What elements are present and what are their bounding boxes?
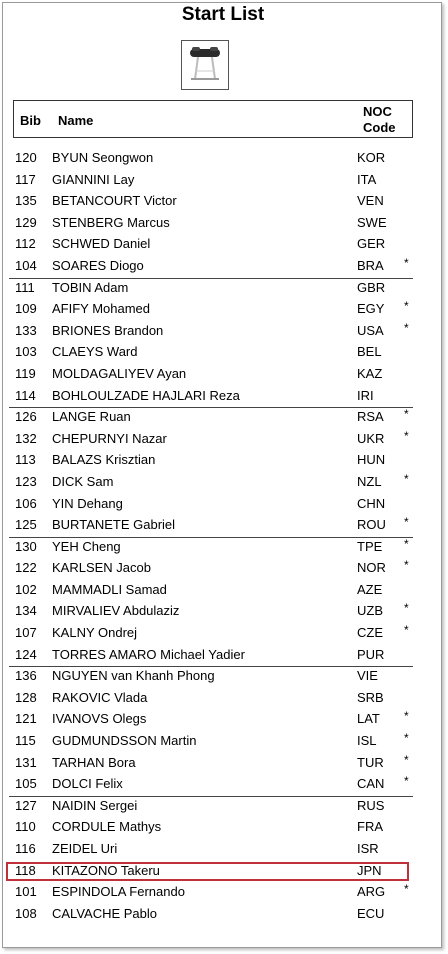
bib-cell: 120: [15, 150, 37, 165]
noc-cell: PUR: [357, 646, 385, 662]
noc-cell: GBR: [357, 279, 386, 295]
name-cell: KALNY Ondrej: [52, 625, 138, 641]
name-cell: DOLCI Felix: [52, 776, 123, 792]
mark-cell: *: [404, 299, 409, 314]
name-cell: TARHAN Bora: [52, 754, 136, 770]
name-cell: AFIFY Mohamed: [52, 301, 151, 317]
table-row: [0, 428, 448, 450]
noc-cell: VIE: [357, 668, 378, 684]
name-cell: BURTANETE Gabriel: [52, 517, 176, 533]
bib-cell: 132: [15, 430, 37, 446]
bib-cell: 119: [15, 365, 36, 381]
noc-cell: SWE: [357, 214, 387, 230]
column-header-noc: [363, 104, 396, 136]
name-cell: NGUYEN van Khanh Phong: [52, 668, 215, 684]
table-row: [0, 298, 448, 320]
bib-cell: 121: [15, 711, 37, 727]
noc-cell: IRI: [357, 387, 374, 403]
name-cell: TORRES AMARO Michael Yadier: [52, 646, 245, 662]
noc-cell: AZE: [357, 581, 383, 597]
mark-cell: *: [404, 471, 409, 486]
table-row: [0, 190, 448, 212]
noc-cell: ISR: [357, 841, 379, 856]
bib-cell: 104: [15, 257, 37, 273]
bib-cell: 107: [15, 625, 37, 641]
name-cell: ZEIDEL Uri: [52, 841, 118, 856]
table-header: [13, 100, 413, 138]
bib-cell: 117: [15, 171, 36, 187]
name-cell: GUDMUNDSSON Martin: [52, 733, 197, 749]
noc-cell: CAN: [357, 776, 385, 792]
bib-cell: 109: [15, 301, 37, 317]
bib-cell: 111: [15, 279, 35, 295]
table-row: [0, 255, 448, 277]
name-cell: CORDULE Mathys: [52, 819, 162, 835]
noc-cell: KAZ: [357, 365, 383, 381]
page-title: Start List: [181, 4, 265, 25]
table-row: [0, 212, 448, 234]
mark-cell: *: [404, 882, 409, 897]
bib-cell: 106: [15, 495, 37, 511]
table-row: [0, 600, 448, 622]
bib-cell: 134: [15, 603, 37, 619]
mark-cell: *: [404, 255, 409, 270]
highlighted-row-outline: [6, 862, 409, 881]
bib-cell: 116: [15, 841, 36, 856]
name-cell: SCHWED Daniel: [52, 236, 151, 252]
bib-cell: 123: [15, 473, 37, 489]
name-cell: TOBIN Adam: [52, 279, 129, 295]
mark-cell: *: [404, 558, 409, 573]
mark-cell: *: [404, 731, 409, 746]
start-list-table: [0, 147, 448, 924]
table-row: [0, 622, 448, 644]
noc-cell: ARG: [357, 884, 386, 900]
mark-cell: *: [404, 774, 409, 789]
bib-cell: 103: [15, 344, 37, 360]
name-cell: DICK Sam: [52, 473, 114, 489]
bib-cell: 118: [15, 862, 36, 878]
noc-cell: NOR: [357, 560, 386, 576]
table-row: [0, 579, 448, 601]
table-row: [0, 514, 448, 536]
bib-cell: 124: [15, 646, 37, 662]
name-cell: BETANCOURT Victor: [52, 193, 177, 209]
noc-cell: UKR: [357, 430, 385, 446]
bib-cell: 113: [15, 452, 36, 468]
mark-cell: *: [404, 601, 409, 616]
mark-cell: *: [404, 752, 409, 767]
bib-cell: 129: [15, 214, 37, 230]
table-row: [0, 147, 448, 169]
bib-cell: 122: [15, 560, 37, 576]
bib-cell: 130: [15, 538, 37, 554]
noc-cell: ISL: [357, 733, 377, 749]
bib-cell: 135: [15, 193, 37, 209]
noc-cell: CZE: [357, 625, 383, 641]
bib-cell: 108: [15, 905, 37, 921]
table-row: [0, 363, 448, 385]
mark-cell: *: [404, 428, 409, 443]
bib-cell: 136: [15, 668, 37, 684]
table-row: [0, 838, 448, 860]
pommel-horse-icon: [181, 40, 229, 90]
bib-cell: 133: [15, 322, 37, 338]
bib-cell: 131: [15, 754, 37, 770]
mark-cell: *: [404, 407, 409, 422]
noc-cell: BEL: [357, 344, 382, 360]
table-row: [0, 536, 448, 558]
noc-cell: JPN: [357, 862, 382, 878]
column-header-noc-line2: Code: [363, 120, 396, 135]
noc-cell: HUN: [357, 452, 386, 468]
table-row: [0, 385, 448, 407]
noc-cell: RUS: [357, 797, 385, 813]
name-cell: MOLDAGALIYEV Ayan: [52, 365, 187, 381]
bib-cell: 112: [15, 236, 36, 252]
table-row: [0, 233, 448, 255]
column-header-noc-line1: NOC: [363, 104, 392, 119]
bib-cell: 101: [15, 884, 37, 900]
name-cell: SOARES Diogo: [52, 257, 144, 273]
name-cell: LANGE Ruan: [52, 409, 131, 425]
noc-cell: ECU: [357, 905, 385, 921]
bib-cell: 127: [15, 797, 37, 813]
noc-cell: SRB: [357, 689, 384, 705]
noc-cell: RSA: [357, 409, 384, 425]
mark-cell: *: [404, 515, 409, 530]
noc-cell: NZL: [357, 473, 382, 489]
noc-cell: ROU: [357, 517, 386, 533]
bib-cell: 115: [15, 733, 36, 749]
table-row: [0, 644, 448, 666]
name-cell: CHEPURNYI Nazar: [52, 430, 167, 446]
mark-cell: *: [404, 320, 409, 335]
bib-cell: 105: [15, 776, 37, 792]
name-cell: IVANOVS Olegs: [52, 711, 147, 727]
name-cell: CLAEYS Ward: [52, 344, 138, 360]
table-row: [0, 277, 448, 299]
name-cell: YEH Cheng: [52, 538, 121, 554]
name-cell: STENBERG Marcus: [52, 214, 170, 230]
name-cell: RAKOVIC Vlada: [52, 689, 148, 705]
noc-cell: ITA: [357, 171, 377, 187]
noc-cell: EGY: [357, 301, 385, 317]
table-row: [0, 493, 448, 515]
table-row: [0, 687, 448, 709]
noc-cell: BRA: [357, 257, 384, 273]
bib-cell: 128: [15, 689, 37, 705]
bib-cell: 126: [15, 409, 37, 425]
table-row: [0, 557, 448, 579]
name-cell: BOHLOULZADE HAJLARI Reza: [52, 387, 240, 403]
noc-cell: USA: [357, 322, 384, 338]
mark-cell: *: [404, 536, 409, 551]
name-cell: MIRVALIEV Abdulaziz: [52, 603, 180, 619]
table-row: [0, 471, 448, 493]
table-row: [0, 752, 448, 774]
noc-cell: TUR: [357, 754, 384, 770]
name-cell: KITAZONO Takeru: [52, 862, 160, 878]
noc-cell: LAT: [357, 711, 380, 727]
table-row: [0, 881, 448, 903]
table-row: [0, 169, 448, 191]
name-cell: YIN Dehang: [52, 495, 123, 511]
table-row: [0, 773, 448, 795]
name-cell: BYUN Seongwon: [52, 150, 154, 165]
column-header-bib: Bib: [20, 113, 41, 128]
table-row: [0, 341, 448, 363]
table-row: [0, 449, 448, 471]
mark-cell: *: [404, 623, 409, 638]
name-cell: KARLSEN Jacob: [52, 560, 151, 576]
noc-cell: FRA: [357, 819, 383, 835]
noc-cell: KOR: [357, 150, 386, 165]
column-header-name: Name: [58, 113, 94, 128]
table-row: [0, 320, 448, 342]
name-cell: BALAZS Krisztian: [52, 452, 156, 468]
noc-cell: VEN: [357, 193, 384, 209]
noc-cell: GER: [357, 236, 386, 252]
noc-cell: CHN: [357, 495, 386, 511]
name-cell: GIANNINI Lay: [52, 171, 135, 187]
name-cell: MAMMADLI Samad: [52, 581, 167, 597]
bib-cell: 114: [15, 387, 36, 403]
noc-cell: TPE: [357, 538, 383, 554]
name-cell: NAIDIN Sergei: [52, 797, 138, 813]
name-cell: ESPINDOLA Fernando: [52, 884, 185, 900]
table-row: [0, 816, 448, 838]
table-row: [0, 795, 448, 817]
bib-cell: 102: [15, 581, 37, 597]
table-row: [0, 730, 448, 752]
bib-cell: 110: [15, 819, 36, 835]
noc-cell: UZB: [357, 603, 383, 619]
bib-cell: 125: [15, 517, 37, 533]
name-cell: CALVACHE Pablo: [52, 905, 158, 921]
table-row: [0, 903, 448, 925]
table-row: [0, 708, 448, 730]
table-row: [0, 406, 448, 428]
mark-cell: *: [404, 709, 409, 724]
table-row: [0, 665, 448, 687]
name-cell: BRIONES Brandon: [52, 322, 164, 338]
